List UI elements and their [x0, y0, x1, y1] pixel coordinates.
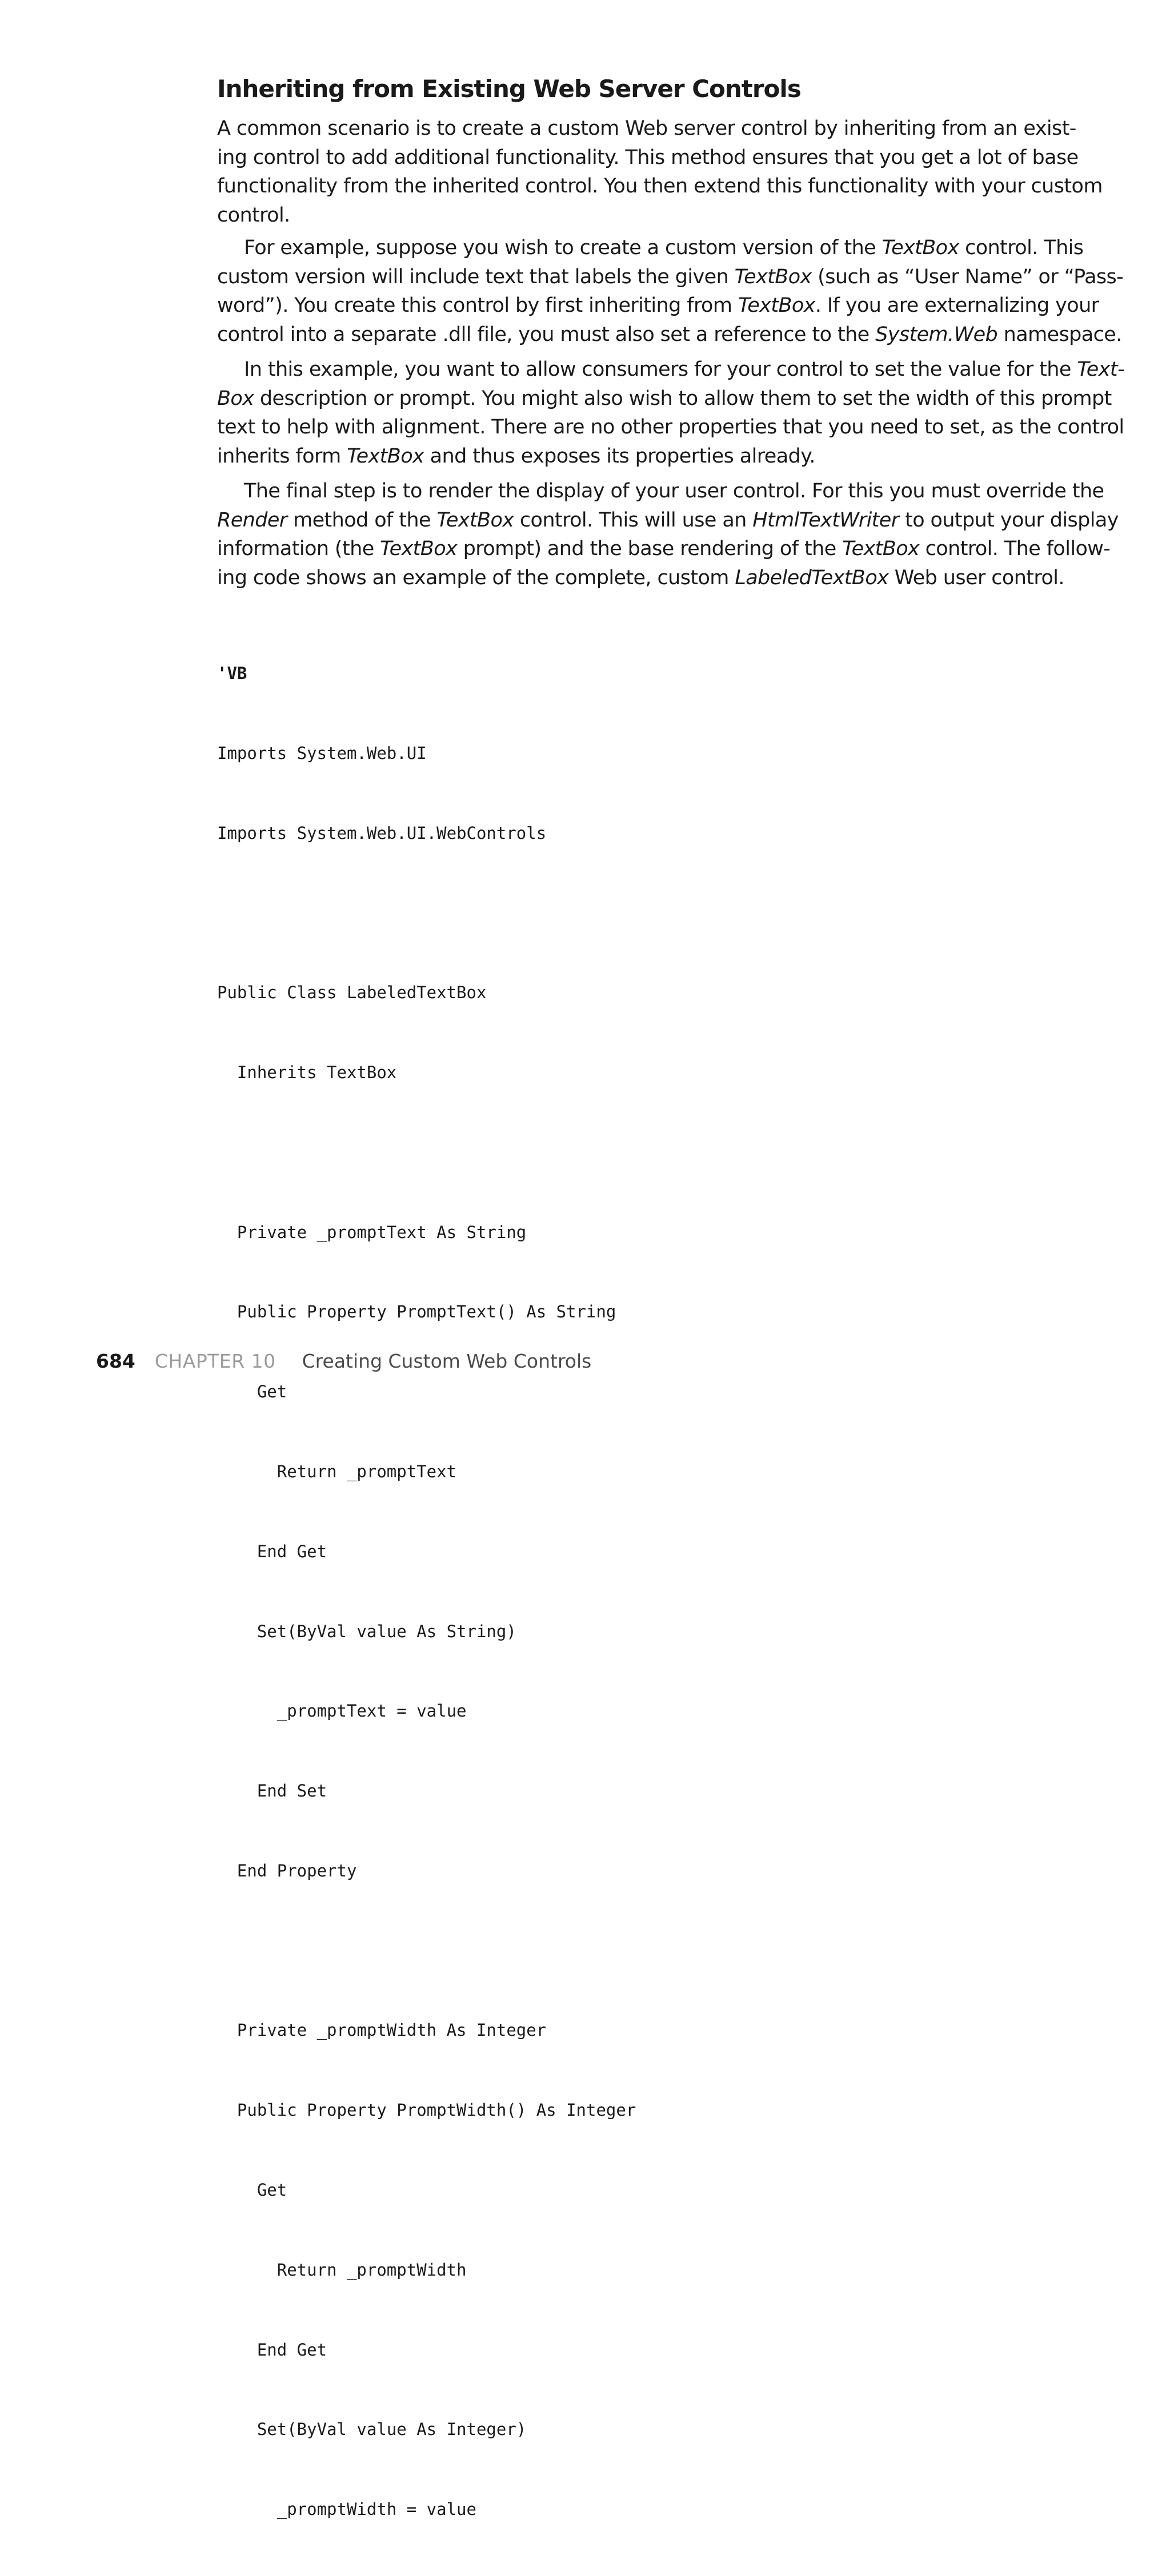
code-line: End Property	[217, 1860, 357, 1880]
text-run: ing control to add additional functionality. This method ensures that you get a lot of base	[217, 146, 1079, 169]
text-run: control. This	[959, 236, 1084, 259]
italic-term: TextBox	[734, 265, 812, 288]
code-line: End Get	[217, 1541, 327, 1561]
text-run: For example, suppose you wish to create a custom version of the	[244, 236, 882, 259]
code-line: _promptText = value	[217, 1701, 467, 1721]
paragraph-line	[217, 442, 1045, 471]
code-line: End Get	[217, 2340, 327, 2360]
code-listing	[217, 607, 636, 2576]
code-line: Public Property PromptText() As String	[217, 1302, 616, 1322]
page-number: 684	[96, 1350, 135, 1372]
italic-term: LabeledTextBox	[735, 566, 889, 589]
code-line: Imports System.Web.UI	[217, 743, 427, 763]
italic-term: TextBox	[347, 444, 424, 468]
code-line	[217, 1139, 636, 1166]
text-run: ing code shows an example of the complete, custom	[217, 566, 735, 589]
text-run: In this example, you want to allow consumers for your control to set the value for the	[244, 358, 1077, 381]
text-run: control into a separate .dll file, you must also set a reference to the	[217, 323, 876, 346]
italic-term: System.Web	[875, 323, 998, 346]
text-run: method of the	[287, 508, 437, 532]
paragraph-line	[217, 263, 1124, 292]
paragraph-line	[217, 384, 1112, 413]
paragraph-line	[217, 172, 1103, 201]
text-run: description or prompt. You might also wish to allow them to set the width of this prompt	[254, 387, 1112, 410]
text-run: information (the	[217, 537, 380, 560]
code-line: Get	[217, 1382, 287, 1402]
italic-term: TextBox	[881, 236, 959, 259]
text-run: The final step is to render the display of your user control. For this you must override the	[244, 480, 1104, 503]
text-run: to output your display	[899, 508, 1119, 532]
code-line: Return _promptWidth	[217, 2260, 467, 2280]
code-line: End Set	[217, 1781, 327, 1801]
paragraph-3	[217, 355, 1124, 471]
italic-term: TextBox	[380, 537, 458, 560]
italic-term: Render	[217, 508, 287, 532]
code-line	[217, 900, 636, 927]
page-footer	[96, 1349, 591, 1374]
text-run: control.	[217, 203, 290, 227]
italic-term: HtmlTextWriter	[752, 508, 899, 532]
paragraph-line	[217, 234, 1084, 263]
code-line: Get	[217, 2180, 287, 2200]
chapter-label: CHAPTER 10	[154, 1350, 276, 1372]
code-line: Set(ByVal value As Integer)	[217, 2420, 527, 2440]
italic-term: Box	[217, 387, 254, 410]
text-run: and thus exposes its properties already.	[424, 444, 815, 468]
paragraph-line	[217, 201, 1045, 230]
text-run: prompt) and the base rendering of the	[457, 537, 843, 560]
italic-term: TextBox	[436, 508, 514, 532]
code-line: Public Property PromptWidth() As Integer	[217, 2100, 636, 2120]
code-line: Inherits TextBox	[217, 1063, 397, 1083]
paragraph-line	[217, 143, 1079, 172]
paragraph-line	[217, 291, 1099, 320]
code-line	[217, 1938, 636, 1964]
code-line: Public Class LabeledTextBox	[217, 983, 487, 1003]
code-line: Set(ByVal value As String)	[217, 1621, 516, 1641]
code-language-label: 'VB	[217, 664, 247, 684]
code-line: _promptWidth = value	[217, 2499, 476, 2519]
paragraph-line	[217, 320, 1122, 349]
text-run: custom version will include text that labels the given	[217, 265, 735, 288]
italic-term: Text-	[1077, 358, 1124, 381]
text-run: word”). You create this control by first inheriting from	[217, 294, 738, 317]
italic-term: TextBox	[738, 294, 815, 317]
paragraph-4	[217, 477, 1119, 592]
text-run: (such as “User Name” or “Pass-	[811, 265, 1124, 288]
code-line: Imports System.Web.UI.WebControls	[217, 823, 547, 843]
code-line: Return _promptText	[217, 1462, 457, 1481]
chapter-title: Creating Custom Web Controls	[302, 1350, 592, 1372]
text-run: namespace.	[997, 323, 1122, 346]
paragraph-1	[217, 114, 1103, 230]
paragraph-line	[217, 506, 1119, 535]
text-run: inherits form	[217, 444, 347, 468]
paragraph-line	[217, 114, 1076, 143]
paragraph-line	[217, 564, 1064, 593]
section-heading: Inheriting from Existing Web Server Controls	[217, 75, 801, 103]
paragraph-2	[217, 234, 1124, 349]
paragraph-line	[217, 477, 1104, 506]
text-run: text to help with alignment. There are no other properties that you need to set, as the control	[217, 416, 1124, 439]
paragraph-line	[217, 413, 1124, 442]
code-line: Private _promptWidth As Integer	[217, 2020, 547, 2040]
paragraph-line	[217, 355, 1124, 384]
text-run: A common scenario is to create a custom Web server control by inheriting from an exist-	[217, 117, 1076, 140]
paragraph-line	[217, 535, 1111, 564]
text-run: Web user control.	[888, 566, 1064, 589]
text-run: functionality from the inherited control. You then extend this functionality with your custom	[217, 175, 1103, 198]
text-run: control. This will use an	[514, 508, 753, 532]
text-run: . If you are externalizing your	[815, 294, 1099, 317]
code-line: Private _promptText As String	[217, 1222, 527, 1242]
italic-term: TextBox	[842, 537, 920, 560]
text-run: control. The follow-	[919, 537, 1111, 560]
